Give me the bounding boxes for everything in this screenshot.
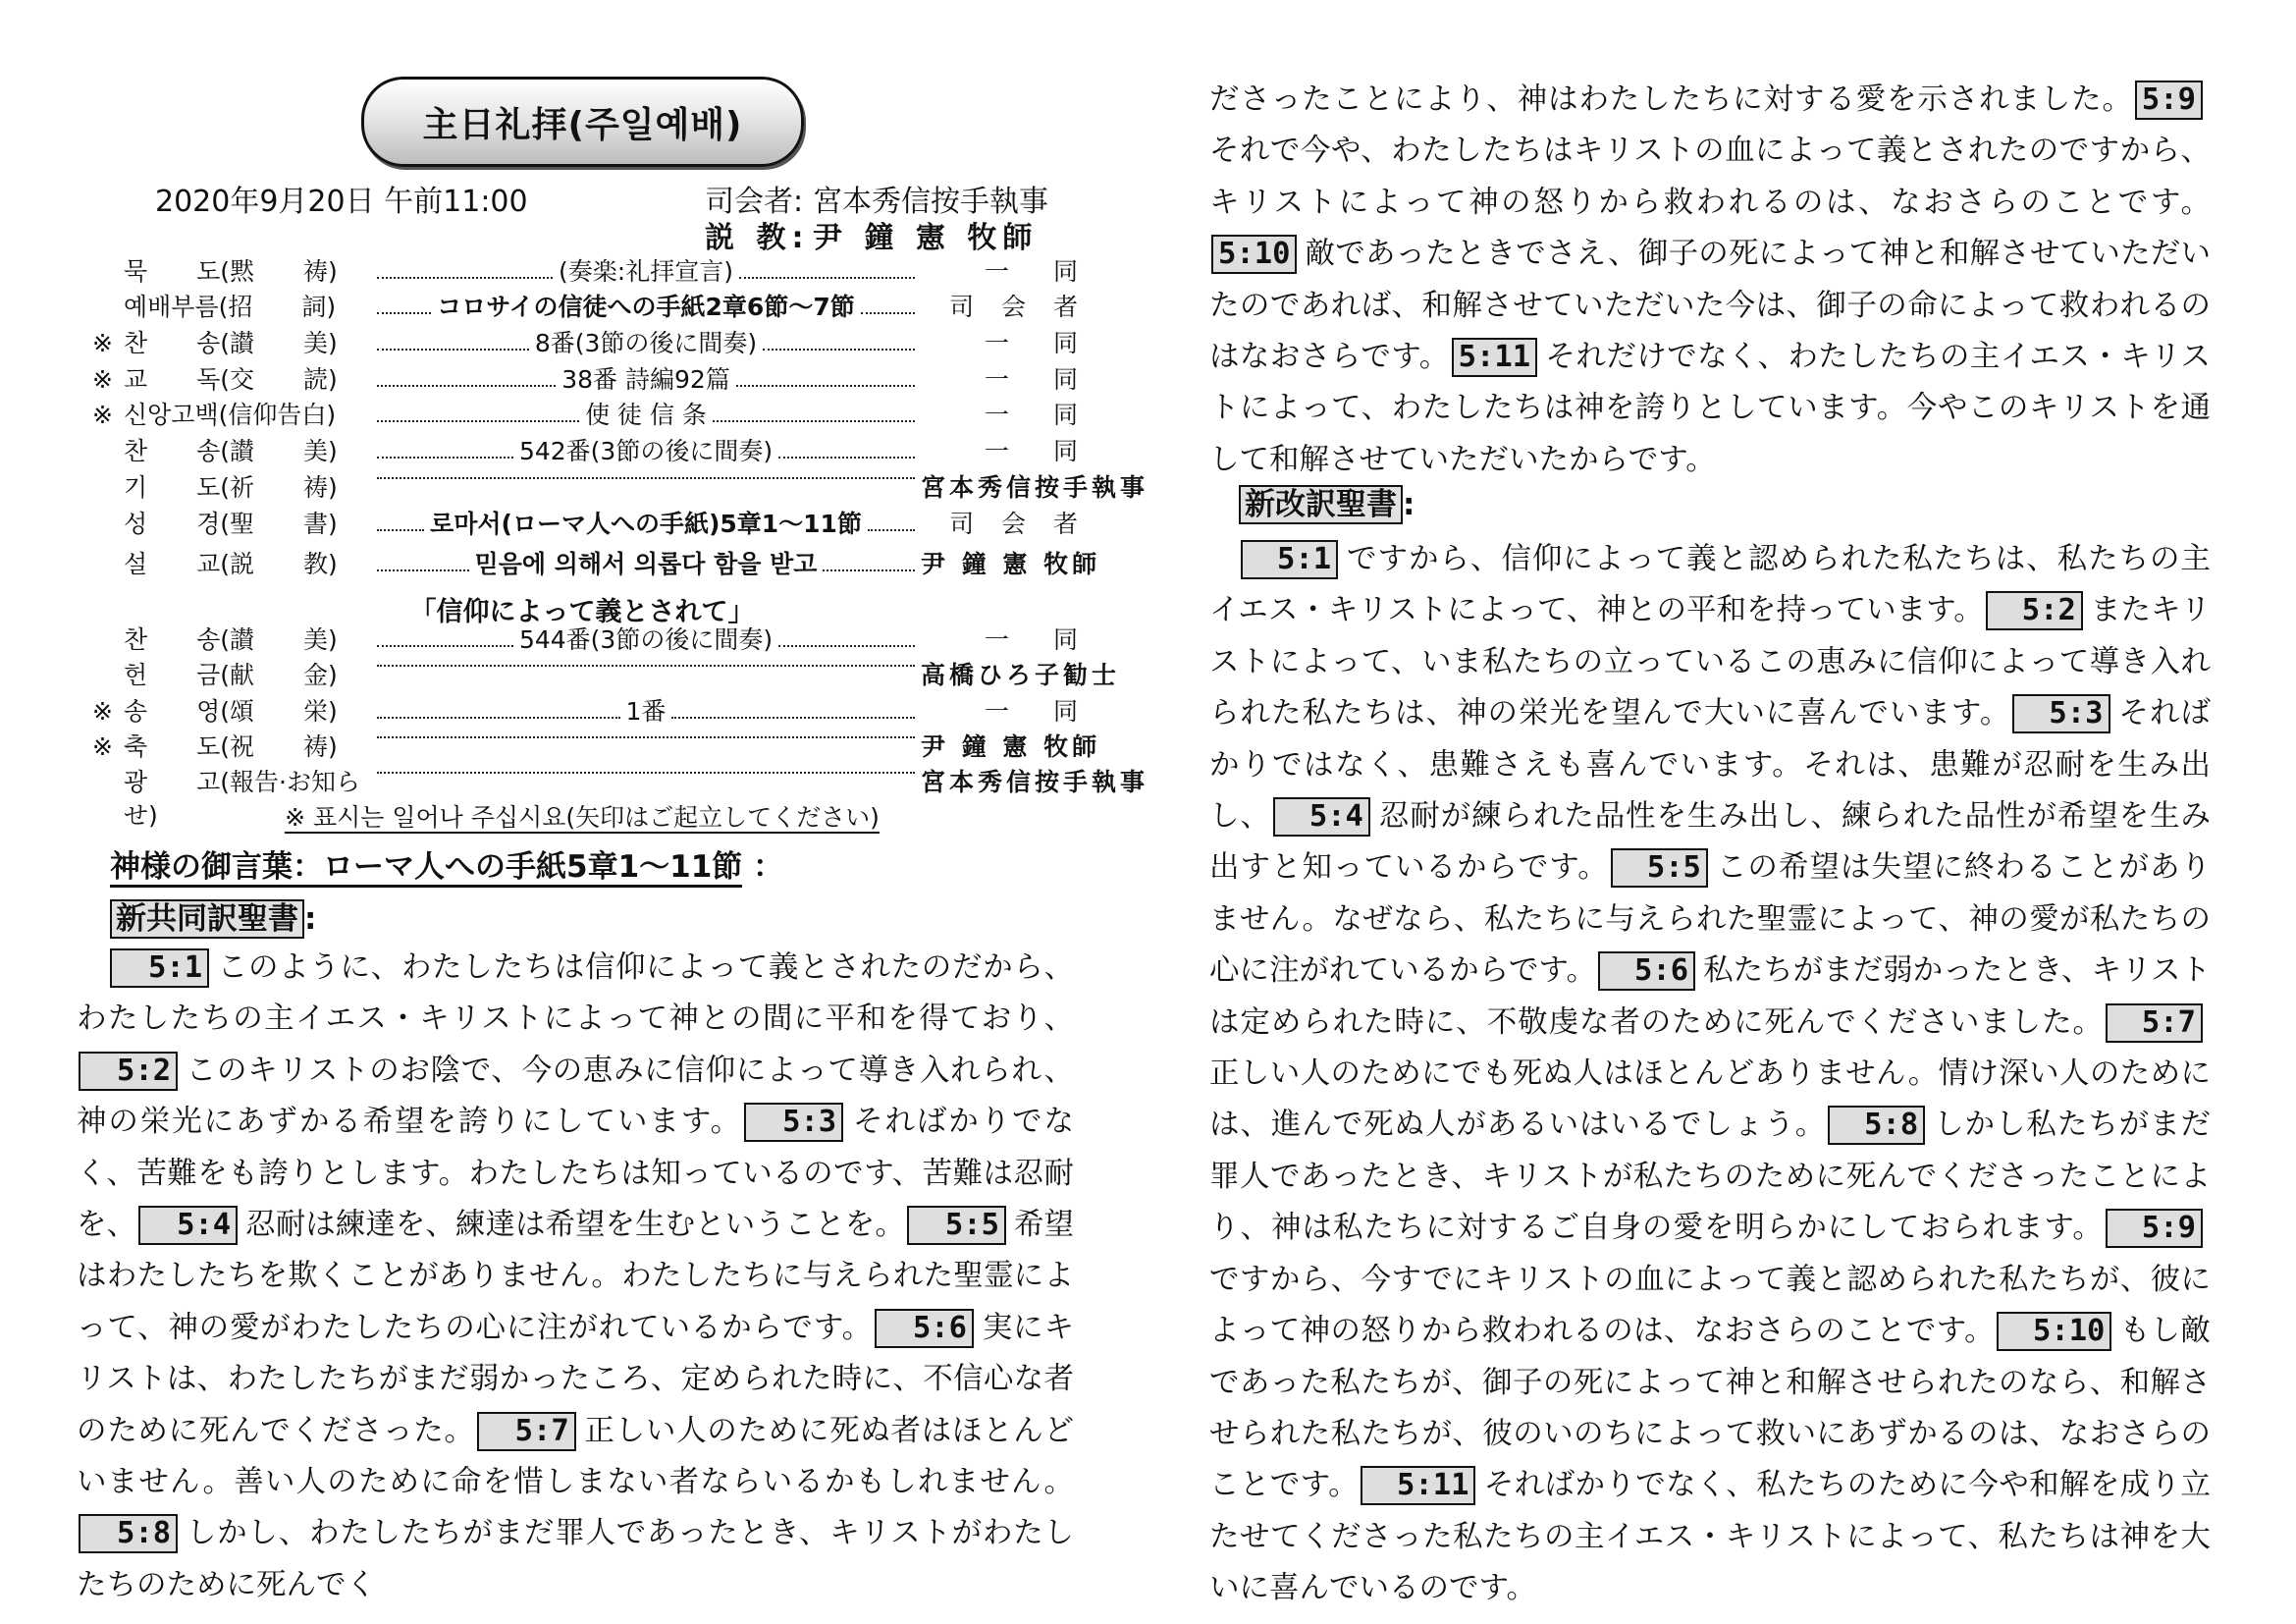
service-date: 2020年9月20日 午前11:00 <box>155 185 528 219</box>
standing-notice-text: ※ 표시는 일어나 주십시요(矢印はご起立してください) <box>285 803 880 832</box>
verse-number: 5:3 <box>2012 694 2109 733</box>
leader-dots <box>377 420 579 422</box>
verse-text: もし敵であった私たちが、御子の死によって神と和解させられたのなら、和解させられた私たちが、彼のいのちによって救いにあずかるのは、なおさらのことです。 <box>1209 1314 2212 1503</box>
verse-number: 5:8 <box>1828 1106 1925 1145</box>
verse-text: 私たちがまだ弱かったとき、キリストは定められた時に、不敬虔な者のために死んでくださいました。 <box>1209 953 2211 1040</box>
program-row <box>77 327 1088 360</box>
scripture-heading-tail: ： <box>753 849 784 885</box>
program-row <box>77 399 1088 432</box>
leader-dots <box>377 312 431 314</box>
verse-number: 5:2 <box>79 1052 178 1091</box>
verse-number: 5:5 <box>1611 848 1708 888</box>
program-item-name: 설 교(説 教) <box>124 550 338 578</box>
program-row <box>77 255 1088 289</box>
verse-text: しかし、わたしたちがまだ罪人であったとき、キリストがわたしたちのために死んでく <box>77 1516 1074 1602</box>
standing-mark: ※ <box>92 329 113 357</box>
program-detail <box>371 363 921 397</box>
program-item-detail: 1番 <box>625 697 667 726</box>
program-detail <box>371 623 921 657</box>
leader-dots <box>377 645 513 647</box>
program-item-name: 묵 도(黙 祷) <box>124 257 338 286</box>
verse-text: 希望はわたしたちを欺くことがありません。わたしたちに与えられた聖霊によって、神の愛がわたしたちの心に注がれているからです。 <box>77 1208 1075 1345</box>
program-item-person: 司 会 者 <box>949 293 1088 321</box>
program-item-detail: 544番(3節の後に間奏) <box>518 625 774 654</box>
program-item-name: 예배부름(招 詞) <box>124 293 337 321</box>
left-page <box>77 0 1149 1624</box>
program-item-person: 一 同 <box>984 437 1088 465</box>
verse-text: 正しい人のために死ぬ者はほとんどいません。善い人のために命を惜しまない者ならいるかもしれません。 <box>77 1413 1075 1500</box>
leader-dots <box>377 717 620 719</box>
version2-heading <box>1239 485 1415 524</box>
standing-notice <box>77 798 1088 834</box>
standing-mark: ※ <box>92 365 113 394</box>
verse-text: このキリストのお陰で、今の恵みに信仰によって導き入れられ、神の栄光にあずかる希望を誇りにしています。 <box>77 1053 1074 1140</box>
program-row <box>77 291 1088 324</box>
verse-text: ださったことにより、神はわたしたちに対する愛を示されました。 <box>1209 82 2133 117</box>
program-item-person: 宮本秀信按手執事 <box>921 473 1149 502</box>
program-item-detail: 542番(3節の後に間奏) <box>518 437 774 465</box>
program-item-person: 一 同 <box>984 365 1088 394</box>
verse-number: 5:4 <box>1273 797 1370 837</box>
leader-dots <box>736 385 915 387</box>
program-item-name: 광 고(報告·お知らせ) <box>124 768 361 830</box>
program-detail <box>371 255 921 289</box>
standing-mark: ※ <box>92 697 113 726</box>
program-row <box>77 659 1121 692</box>
presider-label: 司会者: <box>705 185 804 219</box>
program-row <box>77 435 1088 468</box>
verse-number: 5:1 <box>110 948 209 988</box>
version1-passage-continued <box>1209 75 2211 486</box>
verse-text: それだけでなく、わたしたちの主イエス・キリストによって、わたしたちは神を誇りとしています。今やこのキリストを通して和解させていただいたからです。 <box>1209 340 2211 477</box>
standing-mark: ※ <box>92 732 113 761</box>
program-detail <box>371 508 921 541</box>
program-detail <box>371 548 921 581</box>
verse-text: それで今や、わたしたちはキリストの血によって義とされたのですから、キリストによって神の怒りから救われるのは、なおさらのことです。 <box>1209 134 2211 220</box>
program-item-name: 헌 금(献 金) <box>124 661 338 689</box>
scripture-heading <box>110 841 783 886</box>
program-item-detail: 38番 詩編92篇 <box>561 365 730 394</box>
program-row <box>77 363 1088 397</box>
leader-dots <box>377 457 513 459</box>
version1-passage <box>77 943 1074 1611</box>
program-item-person: 尹 鐘 憲 牧師 <box>921 732 1101 761</box>
program-detail <box>371 327 921 360</box>
program-item-person: 一 同 <box>984 401 1088 429</box>
leader-dots <box>377 772 915 774</box>
leader-dots <box>823 569 915 571</box>
verse-text: そればかりではなく、患難さえも喜んでいます。それは、患難が忍耐を生み出し、 <box>1209 696 2211 835</box>
leader-dots <box>377 529 424 531</box>
verse-number: 5:9 <box>2135 81 2203 120</box>
program-item-name: 찬 송(讃 美) <box>124 437 338 465</box>
verse-number: 5:6 <box>1598 951 1695 991</box>
verse-text: そればかりでなく、私たちのために今や和解を成り立たせてくださった私たちの主イエス・キリストによって、私たちは神を大いに喜んでいるのです。 <box>1209 1468 2212 1606</box>
verse-number: 5:1 <box>1241 540 1338 579</box>
verse-text: 正しい人のためにでも死ぬ人はほとんどありません。情け深い人のためには、進んで死ぬ人があるいはいるでしょう。 <box>1209 1056 2211 1143</box>
page-title: 主日礼拝(주일예배) <box>361 77 804 167</box>
version2-label: 新改訳聖書 <box>1239 485 1403 524</box>
right-page <box>1209 0 2230 1624</box>
program-item-detail: 로마서(ローマ人への手紙)5章1～11節 <box>430 510 862 538</box>
scripture-heading-text: 神様の御言葉：ローマ人への手紙5章1～11節 <box>110 849 742 888</box>
verse-text: またキリストによって、いま私たちの立っているこの恵みに信仰によって導き入れられた私たちは、神の栄光を望んで大いに喜んでいます。 <box>1209 593 2211 731</box>
verse-text: このように、わたしたちは信仰によって義とされたのだから、わたしたちの主イエス・キリストによって神との間に平和を得ており、 <box>77 950 1074 1037</box>
version1-heading <box>110 899 316 939</box>
verse-number: 5:10 <box>1211 235 1297 274</box>
verse-text: 忍耐は練達を、練達は希望を生むということを。 <box>245 1208 905 1243</box>
verse-number: 5:9 <box>2106 1209 2203 1248</box>
preacher-name: 尹 鐘 憲 牧師 <box>813 221 1039 255</box>
preacher-label: 説 教: <box>705 221 810 255</box>
program-row <box>77 731 1101 764</box>
verse-number: 5:11 <box>1361 1466 1475 1505</box>
leader-dots <box>377 349 529 351</box>
program-detail <box>371 399 921 432</box>
leader-dots <box>778 645 915 647</box>
program-item-detail: コロサイの信徒への手紙2章6節～7節 <box>437 293 855 321</box>
leader-dots <box>763 349 915 351</box>
version1-label: 新共同訳聖書 <box>110 899 304 939</box>
verse-number: 5:7 <box>477 1412 576 1451</box>
program-item-name: 찬 송(讃 美) <box>124 329 338 357</box>
leader-dots <box>861 312 915 314</box>
verse-number: 5:7 <box>2106 1003 2203 1043</box>
program-row <box>77 695 1088 729</box>
verse-number: 5:3 <box>744 1103 843 1142</box>
program-item-name: 송 영(頌 栄) <box>124 697 338 726</box>
leader-dots <box>713 420 915 422</box>
program-detail <box>371 695 921 729</box>
program-item-name: 축 도(祝 祷) <box>124 732 338 761</box>
program-item-name: 교 독(交 読) <box>124 365 338 394</box>
standing-mark: ※ <box>92 401 113 429</box>
leader-dots <box>377 477 915 479</box>
program-item-person: 一 同 <box>984 625 1088 654</box>
program-item-person: 一 同 <box>984 257 1088 286</box>
preacher-line <box>705 213 1038 256</box>
leader-dots <box>377 736 915 738</box>
verse-text: そればかりでなく、苦難をも誇りとします。わたしたちは知っているのです、苦難は忍耐を、 <box>77 1105 1075 1243</box>
leader-dots <box>778 457 915 459</box>
leader-dots <box>377 569 469 571</box>
version2-colon: : <box>1403 487 1415 522</box>
verse-number: 5:5 <box>907 1206 1006 1245</box>
program-item-detail: 8番(3節の後に間奏) <box>534 329 758 357</box>
program-detail <box>371 659 921 661</box>
program-detail <box>371 291 921 324</box>
program-row <box>77 508 1088 541</box>
verse-text: 敵であったときでさえ、御子の死によって神と和解させていただいたのであれば、和解させていただいた今は、御子の命によって救われるのはなおさらです。 <box>1209 237 2211 375</box>
verse-text: 実にキリストは、わたしたちがまだ弱かったころ、定められた時に、不信心な者のために死んでくださった。 <box>77 1310 1074 1448</box>
program-detail <box>371 731 921 732</box>
verse-number: 5:4 <box>138 1206 238 1245</box>
program-detail <box>371 435 921 468</box>
program-item-name: 성 경(聖 書) <box>124 510 338 538</box>
program-detail <box>371 766 921 768</box>
version2-passage <box>1209 534 2211 1615</box>
leader-dots <box>671 717 915 719</box>
program-row <box>77 548 1101 581</box>
verse-text: ですから、今すでにキリストの血によって義と認められた私たちが、彼によって神の怒りから救われるのは、なおさらのことです。 <box>1209 1262 2211 1349</box>
program-item-person: 尹 鐘 憲 牧師 <box>921 550 1101 578</box>
leader-dots <box>377 277 553 279</box>
leader-dots <box>739 277 915 279</box>
leader-dots <box>868 529 915 531</box>
program-item-detail: (奏楽:礼拝宣言) <box>559 257 733 286</box>
program-item-detail: 믿음에 의해서 의롭다 함을 받고 <box>474 550 818 578</box>
program-row <box>77 471 1149 505</box>
program-detail <box>371 471 921 473</box>
version1-colon: : <box>304 901 317 937</box>
sermon-subtitle: 「信仰によって義とされて」 <box>409 597 755 627</box>
program-item-person: 宮本秀信按手執事 <box>921 768 1149 796</box>
verse-number: 5:6 <box>875 1309 974 1348</box>
leader-dots <box>377 385 556 387</box>
program-item-name: 신앙고백(信仰告白) <box>124 401 337 429</box>
program-item-person: 司 会 者 <box>949 510 1088 538</box>
verse-number: 5:10 <box>1997 1312 2111 1351</box>
program-item-detail: 使 徒 信 条 <box>585 401 707 429</box>
program-item-name: 찬 송(讃 美) <box>124 625 338 654</box>
program-item-name: 기 도(祈 祷) <box>124 473 338 502</box>
leader-dots <box>377 665 915 667</box>
program-item-person: 一 同 <box>984 329 1088 357</box>
program-item-person: 高橋ひろ子勧士 <box>921 661 1121 689</box>
verse-number: 5:2 <box>1986 591 2083 630</box>
verse-number: 5:11 <box>1452 338 1537 377</box>
verse-text: この希望は失望に終わることがありません。なぜなら、私たちに与えられた聖霊によって、神の愛が私たちの心に注がれているからです。 <box>1209 850 2211 989</box>
verse-text: しかし私たちがまだ罪人であったとき、キリストが私たちのために死んでくださったことにより、神は私たちに対するご自身の愛を明らかにしておられます。 <box>1209 1108 2212 1246</box>
verse-text: 忍耐が練られた品性を生み出し、練られた品性が希望を生み出すと知っているからです。 <box>1209 799 2212 886</box>
verse-number: 5:8 <box>79 1514 178 1553</box>
presider-name: 宮本秀信按手執事 <box>813 185 1048 219</box>
program-row <box>77 623 1088 657</box>
verse-text: ですから、信仰によって義と認められた私たちは、私たちの主イエス・キリストによって、神との平和を持っています。 <box>1209 542 2211 628</box>
program-item-person: 一 同 <box>984 697 1088 726</box>
